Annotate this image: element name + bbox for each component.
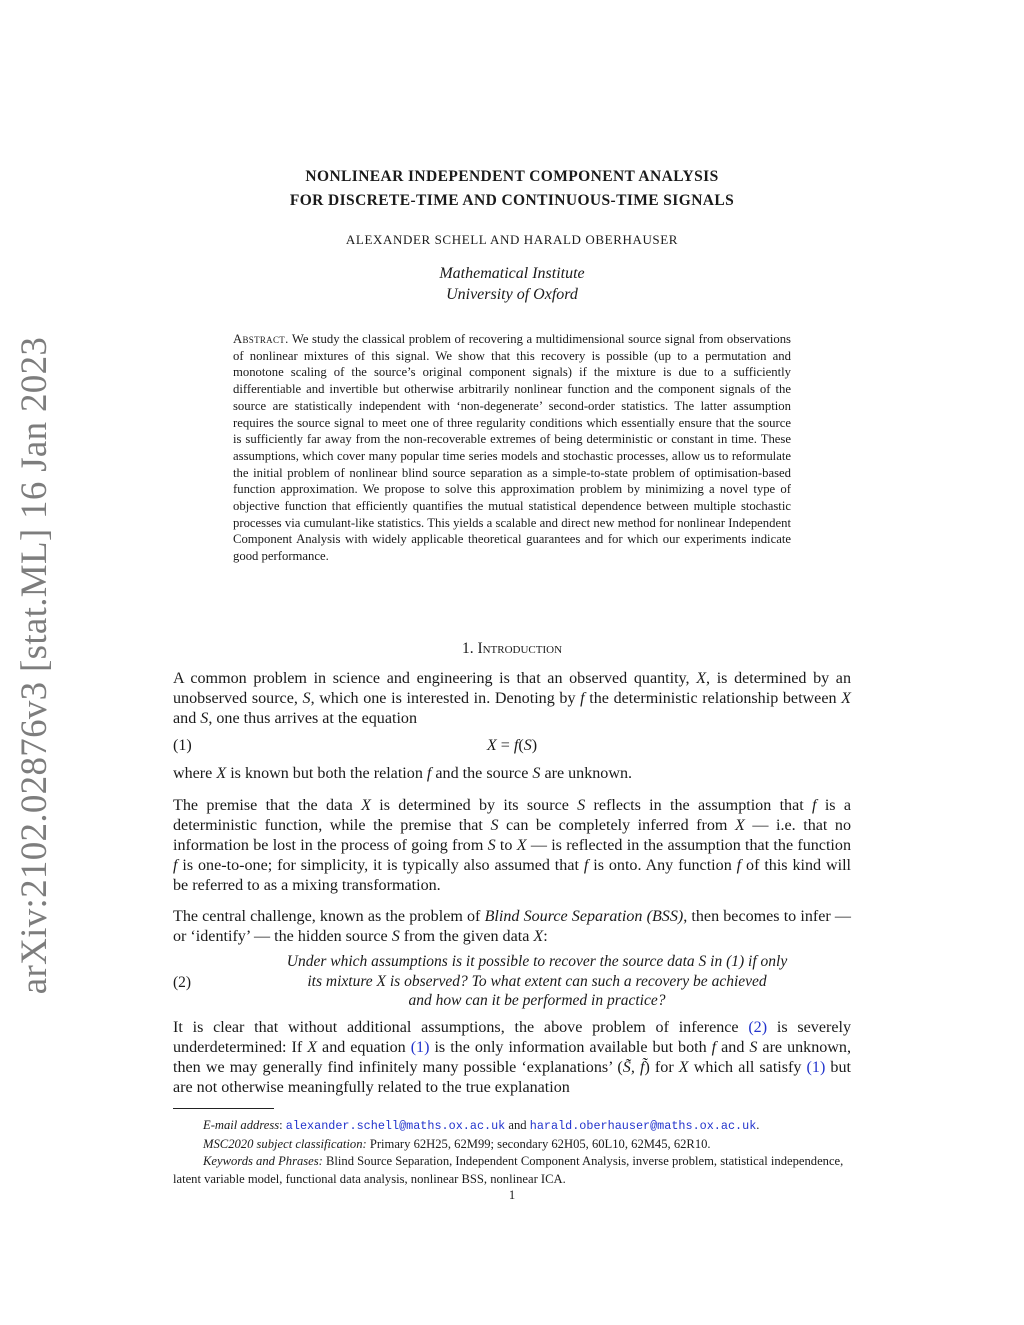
affiliation-line-1: Mathematical Institute [439, 265, 585, 282]
title-line-2: FOR DISCRETE-TIME AND CONTINUOUS-TIME SIGNALS [289, 192, 735, 209]
email-link-1[interactable]: alexander.schell@maths.ox.ac.uk [285, 1119, 506, 1133]
abstract-text: We study the classical problem of recovering a multidimensional source signal from observations of nonlinear mixtures of this signal. We show that this recovery is possible (up to a permutation and monotone scaling of the source’s original component signals) if the mixture is due to a sufficiently differentiable and invertible but otherwise arbitrarily nonlinear function and the component signals of the source are statistically independent with ‘non-degenerate’ second-order statistics. The latter assumption requires the source signal to meet one of three regularity conditions which essentially ensure that the source is sufficiently far away from the non-recoverable extremes of being deterministic or constant in time. These assumptions, which cover many popular time series models and stochastic processes, allow us to reformulate the initial problem of nonlinear blind source separation as a simple-to-state problem of optimisation-based function approximation. We propose to solve this approximation problem by minimizing a novel type of objective function that efficiently quantifies the mutual statistical dependence between multiple stochastic processes via cumulant-like statistics. This yields a scalable and direct new method for nonlinear Independent Component Analysis with widely applicable theoretical guarantees and for which our experiments indicate good performance. [233, 332, 791, 564]
abstract [233, 331, 791, 565]
question-text: Under which assumptions is it possible to recover the source data S in (1) if only its mixture X is observed? To what extent can such a recovery be achieved and how can it be performed in practice? [286, 953, 788, 1009]
authors: ALEXANDER SCHELL AND HARALD OBERHAUSER [345, 232, 679, 247]
footnote-keywords: Keywords and Phrases: Blind Source Separation, Independent Component Analysis, inverse problem, statistical independence, latent variable model, functional data analysis, nonlinear BSS, nonlinear ICA. [173, 1154, 844, 1186]
intro-paragraph-1: A common problem in science and engineering is that an observed quantity, X, is determined by an unobserved source, S, which one is interested in. Denoting by f the deterministic relationship between X and S, one thus arrives at the equation [173, 670, 851, 727]
intro-paragraph-2: where X is known but both the relation f and the source S are unknown. [173, 765, 633, 782]
intro-paragraph-5: It is clear that without additional assumptions, the above problem of inference (2) is severely underdetermined: If X and equation (1) is the only information available but both f and S are unknown, then we may generally find infinitely many possible ‘explanations’ (S̃, f̃) for X which all satisfy (1) but are not otherwise meaningfully related to the true explanation [173, 1019, 851, 1096]
ref-eq-1-link[interactable]: (1) [410, 1039, 430, 1056]
abstract-label: Abstract. [233, 332, 289, 346]
bss-term: Blind Source Separation (BSS) [484, 908, 684, 925]
question-number: (2) [173, 974, 192, 991]
email-link-2[interactable]: harald.oberhauser@maths.ox.ac.uk [529, 1119, 757, 1133]
page-number: 1 [508, 1188, 516, 1202]
ref-eq-2-link[interactable]: (2) [748, 1019, 768, 1036]
arxiv-sidebar-stamp [12, 336, 58, 994]
section-title: Introduction [477, 640, 563, 657]
paper-title [0, 165, 1024, 213]
intro-paragraph-4: The central challenge, known as the problem of Blind Source Separation (BSS), then becomes to infer — or ‘identify’ — the hidden source S from the given data X: [173, 908, 851, 945]
equation-body: X = f(S) [486, 737, 538, 754]
footnotes [173, 1117, 851, 1188]
equation-number: (1) [173, 737, 192, 754]
section-heading [0, 640, 1024, 658]
arxiv-id-text: arXiv:2102.02876v3 [stat.ML] 16 Jan 2023 [14, 336, 56, 994]
section-number: 1. [461, 640, 474, 657]
affiliation [0, 263, 1024, 305]
ref-eq-1-link-2[interactable]: (1) [806, 1059, 826, 1076]
footnote-divider [173, 1108, 274, 1109]
title-line-1: NONLINEAR INDEPENDENT COMPONENT ANALYSIS [305, 168, 719, 185]
footnote-email: E-mail address: alexander.schell@maths.ox.ac.uk and harald.oberhauser@maths.ox.ac.uk. [203, 1118, 760, 1133]
footnote-msc: MSC2020 subject classification: Primary 62H25, 62M99; secondary 62H05, 60L10, 62M45, 62R10. [203, 1136, 711, 1151]
affiliation-line-2: University of Oxford [446, 286, 578, 303]
intro-paragraph-3: The premise that the data X is determined by its source S reflects in the assumption that f is a deterministic function, while the premise that S can be completely inferred from X — i.e. that no information be lost in the process of going from S to X — is reflected in the assumption that the function f is one-to-one; for simplicity, it is typically also assumed that f is onto. Any function f of this kind will be referred to as a mixing transformation. [173, 797, 852, 894]
